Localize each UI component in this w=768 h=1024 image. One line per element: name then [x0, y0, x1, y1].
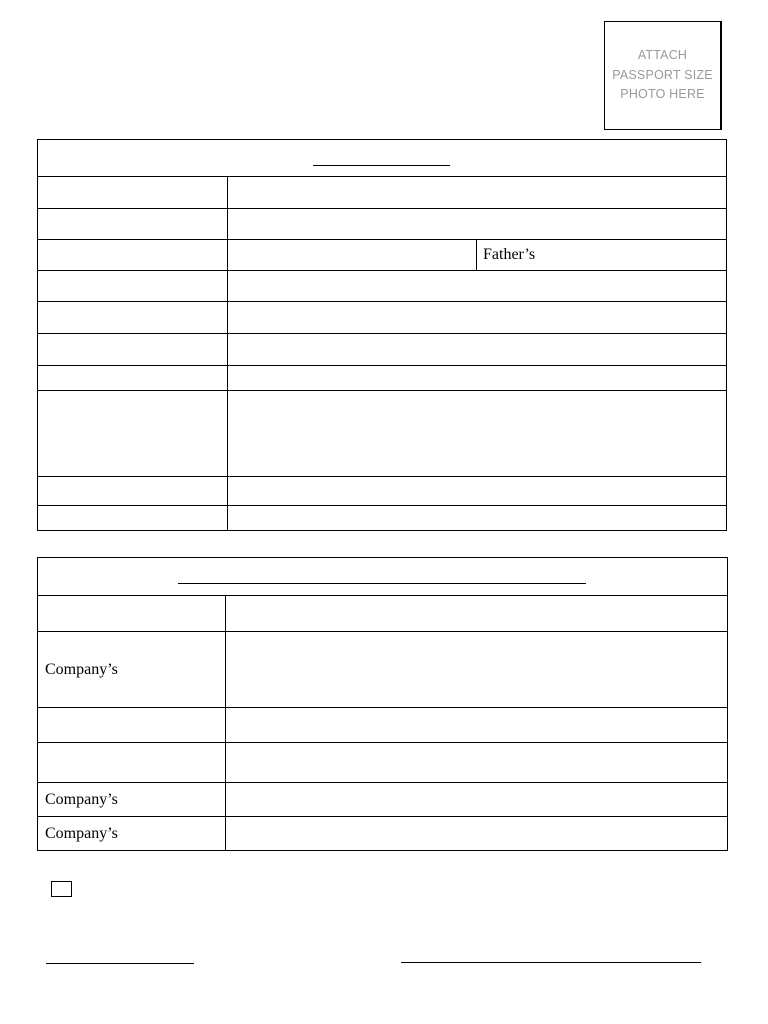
- field-input-cell[interactable]: [226, 743, 728, 783]
- company-label: Company’s: [45, 824, 118, 842]
- field-label-cell: [38, 271, 228, 302]
- field-label-cell: [38, 240, 228, 271]
- field-input-cell[interactable]: [228, 177, 727, 209]
- company-label-cell: [38, 817, 226, 851]
- field-input-cell[interactable]: [228, 366, 727, 391]
- field-label-cell: [38, 302, 228, 334]
- company-label: Company’s: [45, 660, 118, 678]
- field-label-cell: [38, 743, 226, 783]
- field-label-cell: [38, 177, 228, 209]
- father-label: Father’s: [483, 246, 536, 263]
- father-label-cell[interactable]: [477, 240, 727, 271]
- field-label-cell: [38, 596, 226, 632]
- field-input-cell[interactable]: [228, 334, 727, 366]
- photo-placeholder[interactable]: [604, 21, 722, 130]
- personal-details-table: [37, 139, 727, 531]
- field-label-cell: [38, 209, 228, 240]
- field-input-cell[interactable]: [228, 477, 727, 506]
- photo-text-line: PHOTO HERE: [620, 87, 705, 102]
- field-input-cell[interactable]: [226, 708, 728, 743]
- photo-text-line: PASSPORT SIZE: [612, 67, 713, 82]
- declaration-checkbox[interactable]: [51, 881, 72, 897]
- photo-placeholder-text: [612, 46, 713, 105]
- field-label-cell: [38, 708, 226, 743]
- address-input-cell[interactable]: [228, 391, 727, 477]
- field-input-cell[interactable]: [228, 209, 727, 240]
- field-input-cell[interactable]: [228, 302, 727, 334]
- section-title-cell: [38, 558, 728, 596]
- field-label-cell: [38, 334, 228, 366]
- company-label: Company’s: [45, 790, 118, 808]
- field-input-cell[interactable]: [228, 506, 727, 531]
- field-input-cell[interactable]: [226, 596, 728, 632]
- section-title-underline: [178, 583, 586, 584]
- section-title-underline: [313, 165, 450, 166]
- field-label-cell: [38, 477, 228, 506]
- field-input-cell[interactable]: [226, 817, 728, 851]
- field-label-cell: [38, 366, 228, 391]
- company-label-cell: [38, 632, 226, 708]
- employment-details-table: [37, 557, 728, 851]
- address-label-cell: [38, 391, 228, 477]
- field-label-cell: [38, 506, 228, 531]
- field-input-cell[interactable]: [228, 271, 727, 302]
- field-input-cell[interactable]: [226, 783, 728, 817]
- date-signature-line[interactable]: [46, 963, 194, 964]
- applicant-signature-line[interactable]: [401, 962, 701, 963]
- section-title-cell: [38, 140, 727, 177]
- company-label-cell: [38, 783, 226, 817]
- photo-text-line: ATTACH: [637, 48, 688, 63]
- field-input-cell[interactable]: [226, 632, 728, 708]
- field-input-cell[interactable]: [228, 240, 477, 271]
